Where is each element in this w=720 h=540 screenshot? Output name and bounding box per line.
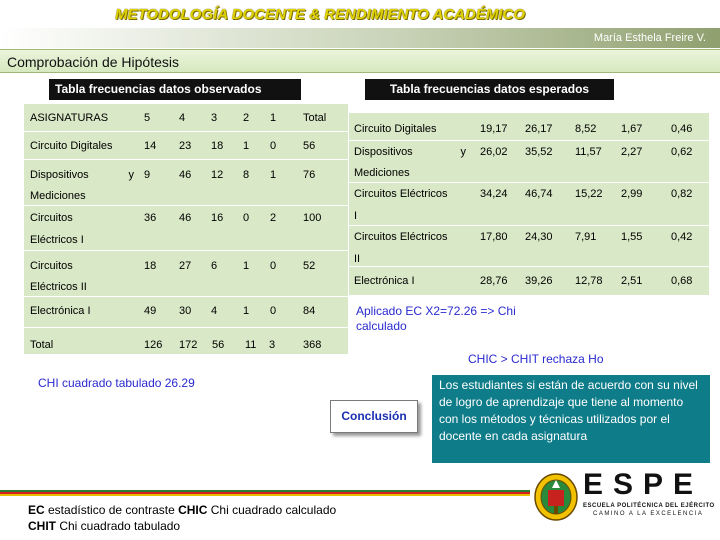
observed-cell: 1: [243, 260, 250, 272]
observed-cell: 11: [245, 339, 257, 351]
observed-cell: 1: [243, 305, 250, 317]
legend: [28, 502, 336, 534]
observed-cell: 100: [303, 212, 322, 224]
observed-cell: 46: [179, 212, 192, 224]
expected-cell: 26,17: [525, 123, 553, 135]
expected-cell: 1,55: [621, 231, 643, 243]
observed-cell: 1: [243, 140, 250, 152]
observed-cell: 18: [211, 140, 224, 152]
observed-cell: 8: [243, 169, 250, 181]
observed-cell: 49: [144, 305, 157, 317]
espe-motto: CAMINO A LA EXCELENCIA: [593, 511, 704, 517]
observed-cell: 0: [243, 212, 250, 224]
legend-chit-abbr: CHIT: [28, 519, 56, 533]
observed-col-header: Total: [303, 112, 327, 124]
observed-row-name: Circuitos: [30, 212, 73, 224]
slide-title: METODOLOGÍA DOCENTE & RENDIMIENTO ACADÉMICO: [114, 6, 525, 23]
observed-row-name: Eléctricos I: [30, 234, 84, 246]
stripe-yellow: [0, 494, 530, 496]
observed-cell: 3: [269, 339, 276, 351]
expected-row-name: Circuito Digitales: [354, 123, 437, 135]
observed-row-name: Total: [30, 339, 54, 351]
expected-cell: 19,17: [480, 123, 508, 135]
legend-chit-text: Chi cuadrado tabulado: [56, 519, 181, 533]
observed-row-name: Circuito Digitales: [30, 140, 113, 152]
expected-table: [349, 113, 709, 295]
expected-cell: 7,91: [575, 231, 597, 243]
observed-cell: 1: [270, 169, 277, 181]
legend-chic-abbr: CHIC: [178, 503, 208, 517]
observed-col-header: 5: [144, 112, 151, 124]
expected-cell: 28,76: [480, 275, 508, 287]
row-divider: [24, 296, 348, 297]
observed-cell: 0: [270, 260, 277, 272]
expected-cell: 15,22: [575, 188, 603, 200]
expected-row-name: Circuitos Eléctricos: [354, 231, 448, 243]
observed-cell: 56: [212, 339, 225, 351]
legend-line-1: [28, 502, 336, 518]
observed-cell: 6: [211, 260, 218, 272]
observed-row-name: Mediciones: [30, 190, 86, 202]
observed-cell: 76: [303, 169, 316, 181]
observed-table-caption: Tabla frecuencias datos observados: [49, 79, 301, 100]
observed-row-name: Electrónica I: [30, 305, 91, 317]
observed-row-name: Dispositivos y: [30, 169, 134, 181]
expected-cell: 11,57: [575, 146, 602, 158]
observed-cell: 52: [303, 260, 316, 272]
expected-cell: 12,78: [575, 275, 603, 287]
expected-table-caption: Tabla frecuencias datos esperados: [365, 79, 614, 100]
observed-table: [24, 104, 348, 354]
expected-cell: 24,30: [525, 231, 553, 243]
legend-ec-abbr: EC: [28, 503, 45, 517]
observed-cell: 23: [179, 140, 192, 152]
chi-tabulated-note: CHI cuadrado tabulado 26.29: [38, 376, 195, 390]
observed-cell: 56: [303, 140, 316, 152]
expected-cell: 26,02: [480, 146, 508, 158]
observed-cell: 27: [179, 260, 192, 272]
observed-cell: 36: [144, 212, 157, 224]
row-divider: [349, 266, 709, 267]
observed-cell: 14: [144, 140, 157, 152]
observed-col-header: 1: [270, 112, 277, 124]
observed-col-header: 4: [179, 112, 186, 124]
expected-cell: 17,80: [480, 231, 508, 243]
row-divider: [349, 140, 709, 141]
observed-cell: 0: [270, 305, 277, 317]
flag-stripe: [0, 490, 530, 496]
expected-row-name: Electrónica I: [354, 275, 415, 287]
observed-cell: 12: [211, 169, 224, 181]
expected-cell: 2,27: [621, 146, 643, 158]
observed-cell: 4: [211, 305, 218, 317]
row-divider: [24, 131, 348, 132]
expected-cell: 35,52: [525, 146, 553, 158]
conclusion-text: Los estudiantes si están de acuerdo con su nivel de logro de aprendizaje que tiene al momento con los métodos y técnicas utilizados por el docente en cada asignatura: [432, 375, 710, 463]
expected-cell: 39,26: [525, 275, 553, 287]
expected-cell: 34,24: [480, 188, 508, 200]
conclusion-label: Conclusión: [330, 400, 418, 433]
observed-cell: 18: [144, 260, 157, 272]
expected-row-name: Dispositivos y: [354, 146, 466, 158]
observed-cell: 84: [303, 305, 316, 317]
expected-row-name: II: [354, 253, 361, 265]
row-divider: [24, 250, 348, 251]
decision-rule-note: CHIC > CHIT rechaza Ho: [468, 352, 604, 366]
observed-cell: 368: [303, 339, 322, 351]
observed-cell: 126: [144, 339, 163, 351]
row-divider: [24, 159, 348, 160]
expected-row-name: I: [354, 210, 358, 222]
expected-cell: 0,42: [671, 231, 693, 243]
observed-col-header: ASIGNATURAS: [30, 112, 109, 124]
observed-cell: 30: [179, 305, 192, 317]
expected-cell: 0,62: [671, 146, 693, 158]
legend-ec-text: estadístico de contraste: [44, 503, 179, 517]
row-divider: [24, 205, 348, 206]
observed-cell: 46: [179, 169, 192, 181]
observed-cell: 172: [179, 339, 198, 351]
expected-cell: 8,52: [575, 123, 597, 135]
row-divider: [349, 182, 709, 183]
observed-cell: 9: [144, 169, 151, 181]
observed-cell: 2: [270, 212, 277, 224]
expected-cell: 0,82: [671, 188, 693, 200]
legend-chic-text: Chi cuadrado calculado: [207, 503, 337, 517]
author-name: María Esthela Freire V.: [593, 32, 706, 44]
espe-wordmark: ESPE: [583, 468, 704, 501]
espe-seal-icon: [533, 472, 579, 522]
expected-cell: 0,46: [671, 123, 693, 135]
author-bar: [0, 28, 720, 48]
expected-row-name: Circuitos Eléctricos: [354, 188, 448, 200]
legend-line-2: [28, 518, 336, 534]
expected-cell: 46,74: [525, 188, 553, 200]
observed-row-name: Circuitos: [30, 260, 73, 272]
applied-statistic-note: Aplicado EC X2=72.26 => Chi calculado: [356, 304, 516, 333]
row-divider: [24, 327, 348, 328]
section-bar: [0, 49, 720, 73]
observed-col-header: 3: [211, 112, 218, 124]
espe-logo: [533, 468, 713, 528]
section-label: Comprobación de Hipótesis: [7, 54, 179, 70]
expected-cell: 2,99: [621, 188, 643, 200]
expected-cell: 1,67: [621, 123, 643, 135]
observed-col-header: 2: [243, 112, 250, 124]
espe-subtitle: ESCUELA POLITÉCNICA DEL EJÉRCITO: [583, 503, 715, 509]
observed-cell: 16: [211, 212, 224, 224]
observed-cell: 0: [270, 140, 277, 152]
observed-row-name: Eléctricos II: [30, 281, 87, 293]
expected-row-name: Mediciones: [354, 167, 410, 179]
expected-cell: 2,51: [621, 275, 643, 287]
row-divider: [349, 225, 709, 226]
expected-cell: 0,68: [671, 275, 693, 287]
